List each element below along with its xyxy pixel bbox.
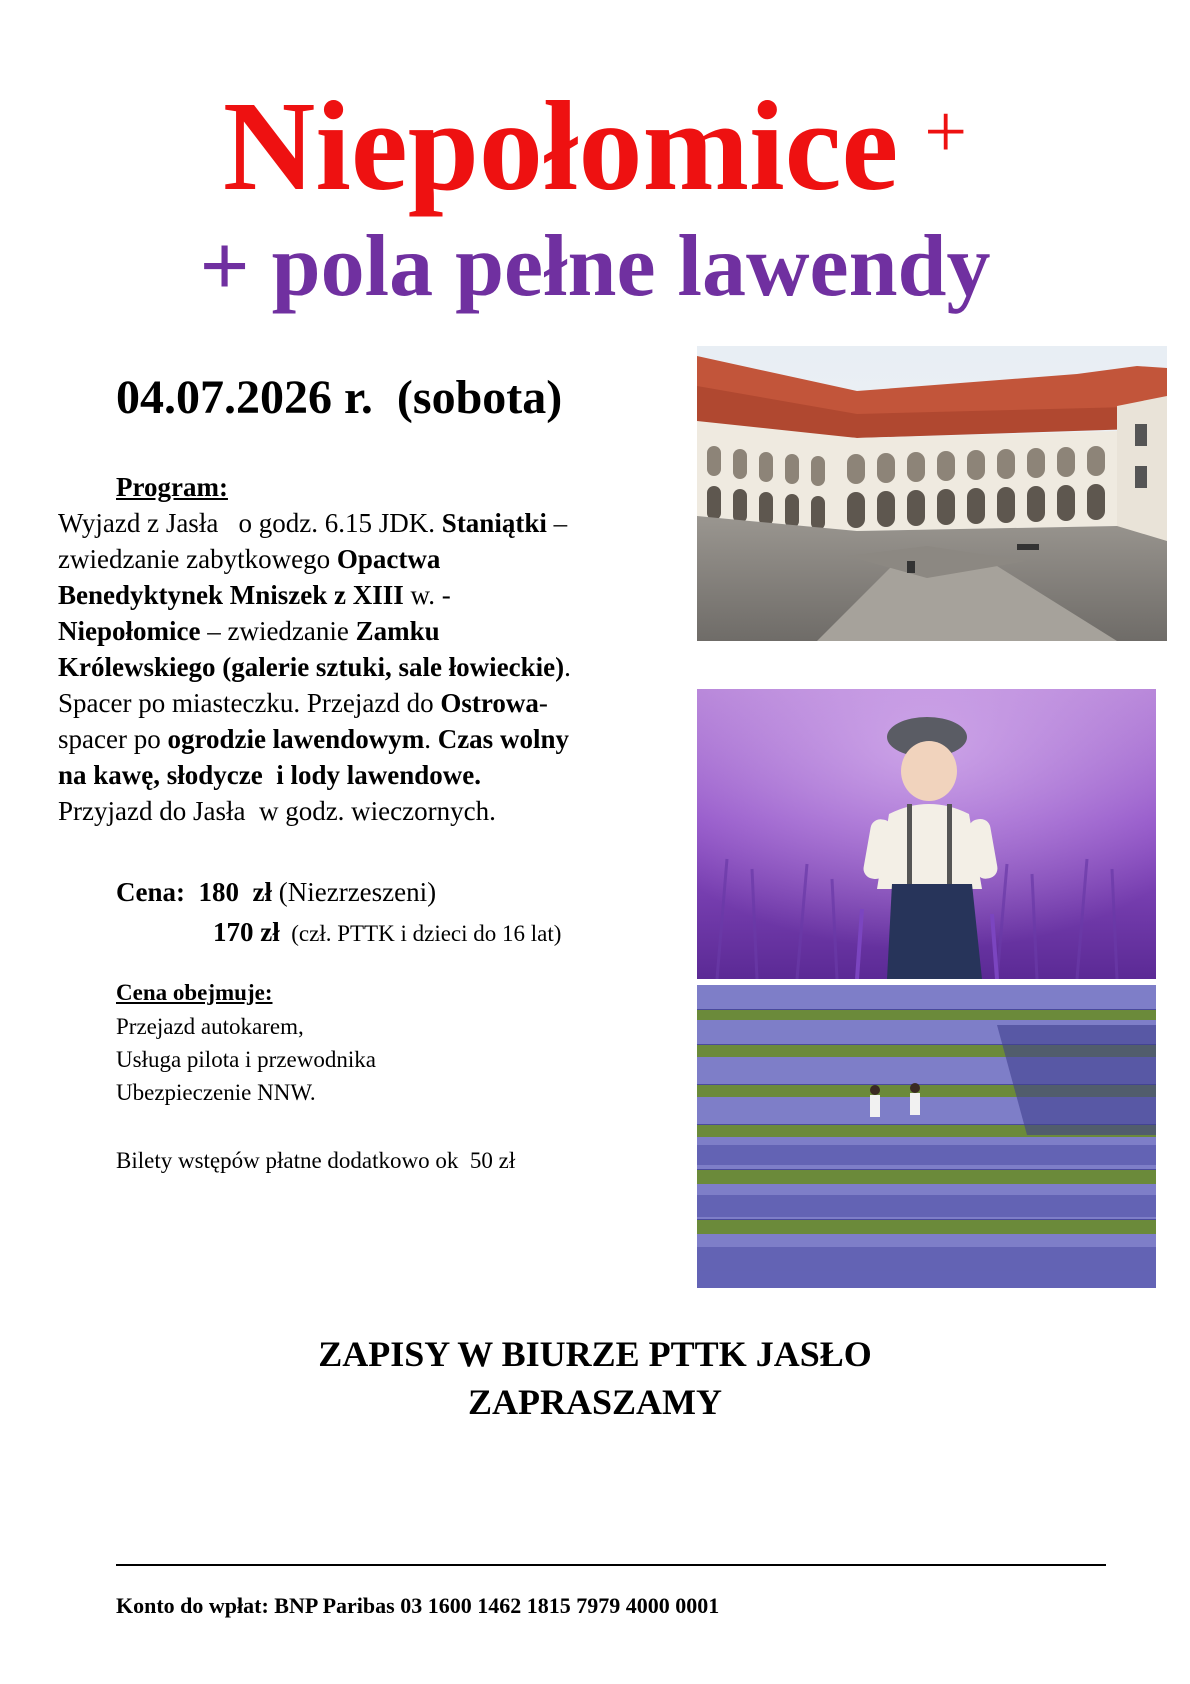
includes-item: Usługa pilota i przewodnika	[116, 1047, 376, 1072]
tickets-note: Bilety wstępów płatne dodatkowo ok 50 zł	[116, 1148, 516, 1173]
bank-account: Konto do wpłat: BNP Paribas 03 1600 1462 1815 7979 4000 0001	[116, 1593, 720, 1618]
castle-courtyard-photo	[697, 346, 1167, 641]
program-bold-text: Ostrowa	[440, 688, 539, 718]
title-plus: +	[924, 90, 968, 174]
includes-list	[116, 1010, 376, 1109]
program-bold-text: na kawę, słodycze i lody lawendowe.	[58, 760, 482, 790]
program-text-run: Wyjazd z Jasła o godz. 6.15 JDK.	[58, 508, 442, 538]
price-2: 170 zł	[213, 917, 280, 947]
title-text: Niepołomice	[222, 75, 899, 217]
program-bold-text: Opactwa	[336, 544, 441, 574]
program-line	[58, 757, 698, 793]
price-2-note: (czł. PTTK i dzieci do 16 lat)	[279, 921, 562, 946]
program-text	[58, 505, 698, 829]
program-text-run: – zwiedzanie	[200, 616, 356, 646]
divider	[116, 1564, 1106, 1566]
program-line	[58, 541, 698, 577]
signup-notice	[0, 1330, 1190, 1426]
program-line	[58, 685, 698, 721]
program-bold-text: Czas wolny	[437, 724, 569, 754]
program-bold-text: Benedyktynek Mniszek z XIII	[58, 580, 404, 610]
program-text-run: .	[424, 724, 438, 754]
program-bold-text: Niepołomice	[58, 616, 201, 646]
program-text-run: -	[538, 688, 548, 718]
program-bold-text: Królewskiego (galerie sztuki, sale łowieckie)	[58, 652, 565, 682]
program-line	[58, 793, 698, 829]
program-line	[58, 613, 698, 649]
program-text-run: Przyjazd do Jasła w godz. wieczornych.	[58, 796, 496, 826]
includes-item: Ubezpieczenie NNW.	[116, 1080, 316, 1105]
program-bold-text: Staniątki	[441, 508, 547, 538]
program-line	[58, 649, 698, 685]
price-section	[116, 872, 561, 954]
program-line	[58, 721, 698, 757]
poster-subtitle: + pola pełne lawendy	[199, 218, 991, 315]
includes-item: Przejazd autokarem,	[116, 1014, 304, 1039]
program-heading: Program:	[116, 472, 228, 502]
program-text-run: zwiedzanie zabytkowego	[58, 544, 337, 574]
includes-heading: Cena obejmuje:	[116, 980, 273, 1005]
program-line	[58, 505, 698, 541]
price-1: 180 zł	[198, 877, 272, 907]
signup-line-1: ZAPISY W BIURZE PTTK JASŁO	[318, 1334, 872, 1374]
trip-date: 04.07.2026 r. (sobota)	[116, 371, 563, 424]
price-row-2	[116, 912, 561, 954]
price-row-1	[116, 872, 561, 912]
poster-title	[0, 62, 1190, 216]
program-bold-text: ogrodzie lawendowym	[167, 724, 425, 754]
child-in-lavender-photo	[697, 689, 1156, 979]
program-text-run: –	[546, 508, 568, 538]
program-bold-text: Zamku	[355, 616, 440, 646]
price-1-note: (Niezrzeszeni)	[272, 877, 437, 907]
lavender-field-photo	[697, 985, 1156, 1288]
program-text-run: spacer po	[58, 724, 168, 754]
program-text-run: .	[564, 652, 571, 682]
program-line	[58, 577, 698, 613]
price-label: Cena:	[116, 877, 185, 907]
program-text-run: w. -	[403, 580, 451, 610]
program-text-run: Spacer po miasteczku. Przejazd do	[58, 688, 441, 718]
signup-line-2: ZAPRASZAMY	[467, 1382, 722, 1422]
